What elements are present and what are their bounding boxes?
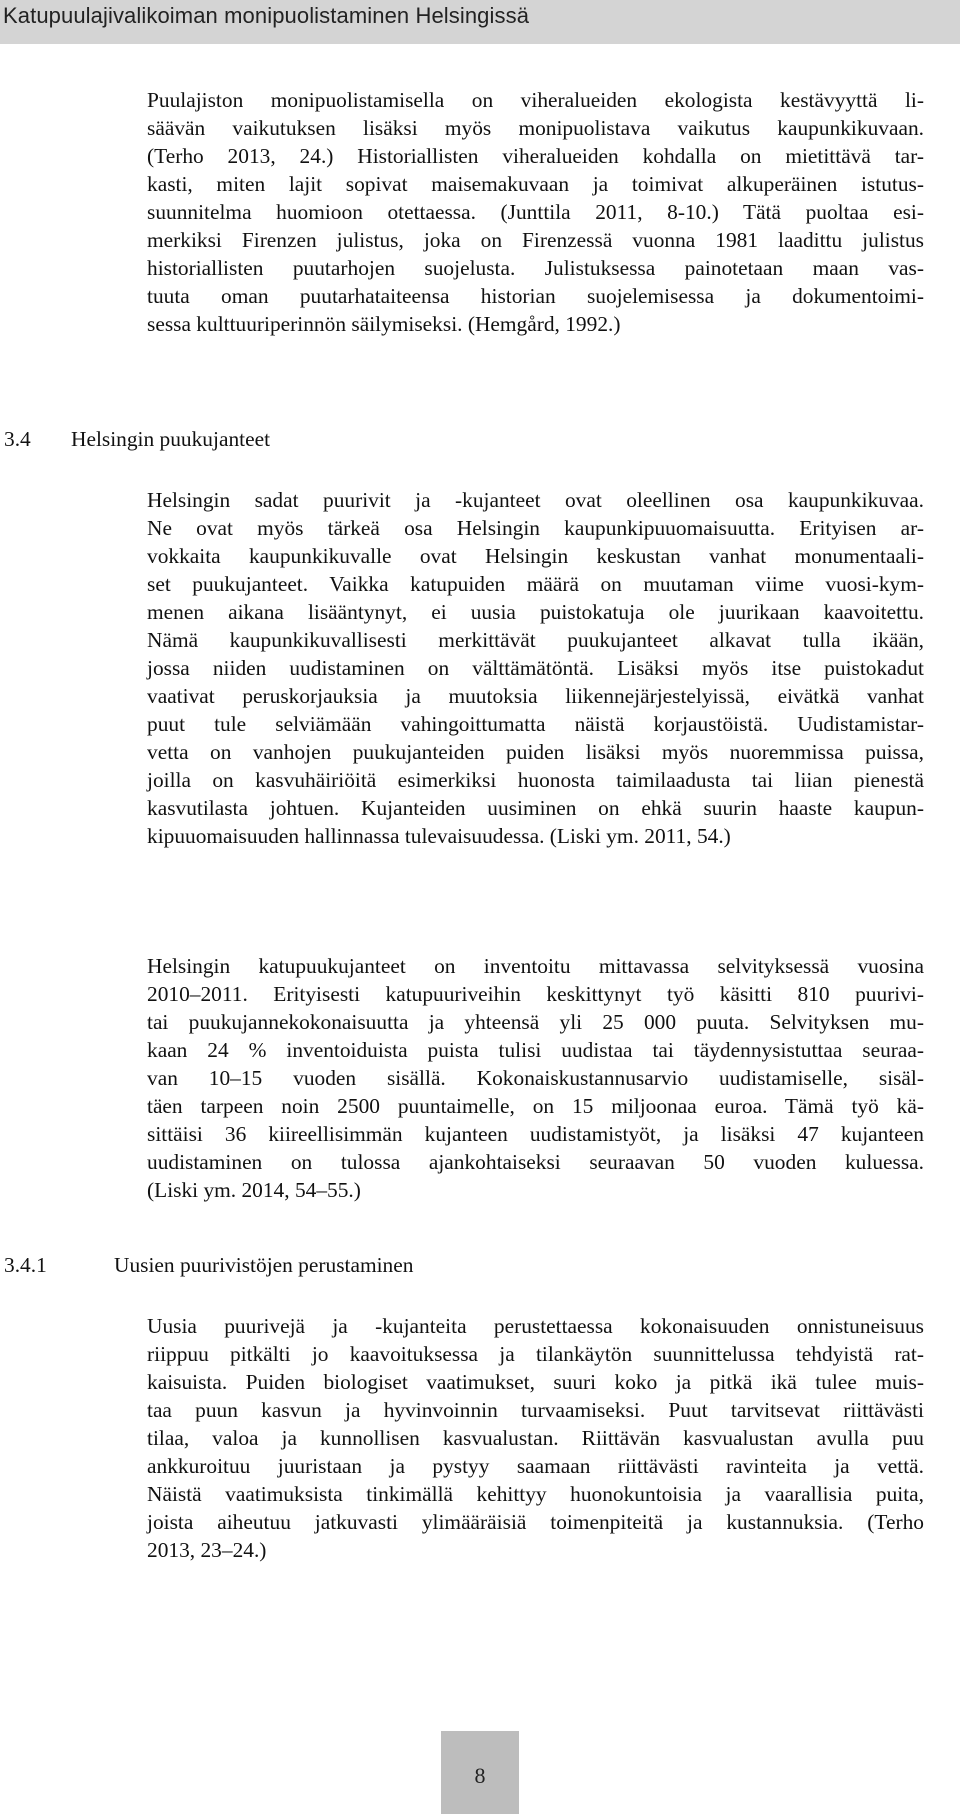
text-line: puut tule selviämään vahingoittumatta näistä korjaustöistä. Uudistamistar- bbox=[147, 712, 924, 736]
text-line: kipuuomaisuuden hallinnassa tulevaisuudessa. (Liski ym. 2011, 54.) bbox=[147, 824, 731, 848]
text-line: kasvutilasta johtuen. Kujanteiden uusiminen on ehkä suurin haaste kaupun- bbox=[147, 796, 924, 820]
text-line: ankkuroituu juuristaan ja pystyy saamaan riittävästi ravinteita ja vettä. bbox=[147, 1454, 924, 1478]
paragraph-1 bbox=[147, 86, 924, 338]
text-line: Ne ovat myös tärkeä osa Helsingin kaupunkipuuomaisuutta. Erityisen ar- bbox=[147, 516, 924, 540]
text-line: historiallisten puutarhojen suojelusta. Julistuksessa painotetaan maan vas- bbox=[147, 256, 924, 280]
paragraph-4 bbox=[147, 1312, 924, 1564]
paragraph-2 bbox=[147, 486, 924, 850]
text-line: (Liski ym. 2014, 54–55.) bbox=[147, 1178, 361, 1202]
page-number-box bbox=[441, 1731, 519, 1814]
paragraph-3 bbox=[147, 952, 924, 1204]
text-line: (Terho 2013, 24.) Historiallisten viheralueiden kohdalla on mietittävä tar- bbox=[147, 144, 924, 168]
text-line: täen tarpeen noin 2500 puuntaimelle, on 15 miljoonaa euroa. Tämä työ kä- bbox=[147, 1094, 924, 1118]
document-title: Katupuulajivalikoiman monipuolistaminen Helsingissä bbox=[3, 3, 530, 28]
text-line: kaan 24 % inventoiduista puista tulisi uudistaa tai täydennysistuttaa seuraa- bbox=[147, 1038, 924, 1062]
text-line: merkiksi Firenzen julistus, joka on Firenzessä vuonna 1981 laadittu julistus bbox=[147, 228, 924, 252]
text-line: 2013, 23–24.) bbox=[147, 1538, 267, 1562]
text-line: joilla on kasvuhäiriöitä esimerkiksi huonosta taimilaadusta tai liian pienestä bbox=[147, 768, 924, 792]
text-line: taa puun kasvun ja hyvinvoinnin turvaamiseksi. Puut tarvitsevat riittävästi bbox=[147, 1398, 924, 1422]
text-line: van 10–15 vuoden sisällä. Kokonaiskustannusarvio uudistamiselle, sisäl- bbox=[147, 1066, 924, 1090]
section-title: Helsingin puukujanteet bbox=[71, 427, 271, 451]
text-line: Näistä vaatimuksista tinkimällä kehittyy huonokuntoisia ja vaarallisia puita, bbox=[147, 1482, 924, 1506]
section-number: 3.4 bbox=[4, 427, 31, 451]
section-title: Uusien puurivistöjen perustaminen bbox=[114, 1253, 414, 1277]
page-number: 8 bbox=[474, 1763, 486, 1788]
text-line: sessa kulttuuriperinnön säilymiseksi. (Hemgård, 1992.) bbox=[147, 312, 621, 336]
text-line: kaisuista. Puiden biologiset vaatimukset, suuri koko ja pitkä ikä tulee muis- bbox=[147, 1370, 924, 1394]
text-line: vetta on vanhojen puukujanteiden puiden lisäksi myös nuoremmissa puissa, bbox=[147, 740, 924, 764]
text-line: menen aikana lisääntynyt, ei uusia puistokatuja ole juurikaan kaavoitettu. bbox=[147, 600, 924, 624]
text-line: riippuu pitkälti jo kaavoituksessa ja tilankäytön suunnittelussa tehdyistä rat- bbox=[147, 1342, 924, 1366]
running-header bbox=[0, 0, 960, 44]
text-line: kasti, miten lajit sopivat maisemakuvaan ja toimivat alkuperäinen istutus- bbox=[147, 172, 924, 196]
text-line: säävän vaikutuksen lisäksi myös monipuolistava vaikutus kaupunkikuvaan. bbox=[147, 116, 924, 140]
text-line: 2010–2011. Erityisesti katupuuriveihin keskittynyt työ käsitti 810 puurivi- bbox=[147, 982, 924, 1006]
text-line: set puukujanteet. Vaikka katupuiden määrä on muutaman viime vuosi-kym- bbox=[147, 572, 924, 596]
section-heading-3-4-1 bbox=[4, 1253, 504, 1281]
text-line: suunnitelma huomioon otettaessa. (Junttila 2011, 8-10.) Tätä puoltaa esi- bbox=[147, 200, 924, 224]
text-line: vaativat peruskorjauksia ja muutoksia liikennejärjestelyissä, eivätkä vanhat bbox=[147, 684, 924, 708]
text-line: tilaa, valoa ja kunnollisen kasvualustan. Riittävän kasvualustan avulla puu bbox=[147, 1426, 924, 1450]
text-line: Puulajiston monipuolistamisella on viheralueiden ekologista kestävyyttä li- bbox=[147, 88, 924, 112]
section-heading-3-4 bbox=[4, 427, 404, 455]
text-line: Helsingin katupuukujanteet on inventoitu mittavassa selvityksessä vuosina bbox=[147, 954, 924, 978]
text-line: joista aiheutuu jatkuvasti ylimääräisiä toimenpiteitä ja kustannuksia. (Terho bbox=[147, 1510, 924, 1534]
text-line: sittäisi 36 kiireellisimmän kujanteen uudistamistyöt, ja lisäksi 47 kujanteen bbox=[147, 1122, 924, 1146]
text-line: uudistaminen on tulossa ajankohtaiseksi seuraavan 50 vuoden kuluessa. bbox=[147, 1150, 924, 1174]
text-line: jossa niiden uudistaminen on välttämätöntä. Lisäksi myös itse puistokadut bbox=[147, 656, 924, 680]
section-number: 3.4.1 bbox=[4, 1253, 47, 1277]
text-line: tai puukujannekokonaisuutta ja yhteensä yli 25 000 puuta. Selvityksen mu- bbox=[147, 1010, 924, 1034]
text-line: Uusia puurivejä ja -kujanteita perustettaessa kokonaisuuden onnistuneisuus bbox=[147, 1314, 924, 1338]
text-line: Helsingin sadat puurivit ja -kujanteet ovat oleellinen osa kaupunkikuvaa. bbox=[147, 488, 924, 512]
text-line: vokkaita kaupunkikuvalle ovat Helsingin keskustan vanhat monumentaali- bbox=[147, 544, 924, 568]
text-line: tuuta oman puutarhataiteensa historian suojelemisessa ja dokumentoimi- bbox=[147, 284, 924, 308]
text-line: Nämä kaupunkikuvallisesti merkittävät puukujanteet alkavat tulla ikään, bbox=[147, 628, 924, 652]
